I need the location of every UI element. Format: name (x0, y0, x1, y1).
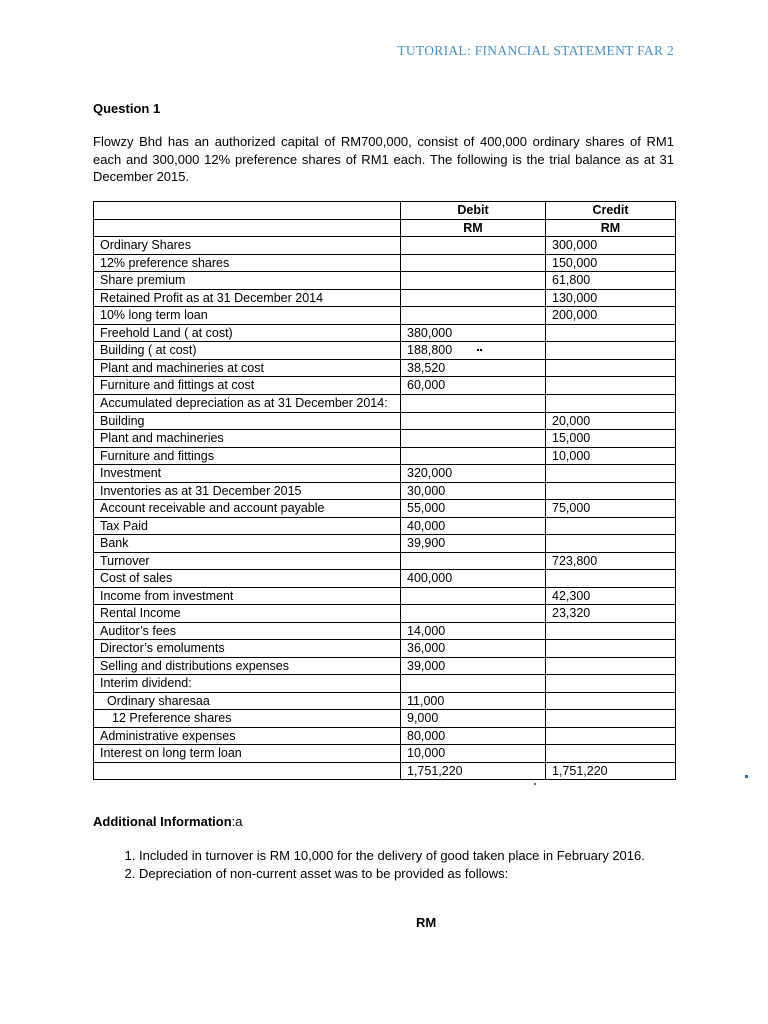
row-label: 12% preference shares (94, 254, 401, 272)
row-debit (401, 289, 546, 307)
table-row (94, 324, 676, 342)
row-debit: 39,000 (401, 657, 546, 675)
table-row (94, 640, 676, 658)
row-debit: 40,000 (401, 517, 546, 535)
question-title: Question 1 (93, 101, 161, 116)
table-row (94, 289, 676, 307)
row-debit: 188,800 (401, 342, 546, 360)
question-intro: Flowzy Bhd has an authorized capital of RM700,000, consist of 400,000 ordinary shares of RM1 each and 300,000 12% preference shares of RM1 each. The following is the trial balance as at 31 December 2015. (93, 134, 674, 184)
row-debit (401, 394, 546, 412)
row-debit: 60,000 (401, 377, 546, 395)
table-row (94, 394, 676, 412)
row-label: 10% long term loan (94, 307, 401, 325)
row-credit: 61,800 (546, 272, 676, 290)
additional-info-suffix: :a (231, 814, 243, 829)
row-debit: 38,520 (401, 359, 546, 377)
table-row (94, 587, 676, 605)
row-label: Director’s emoluments (94, 640, 401, 658)
row-credit: 15,000 (546, 430, 676, 448)
stray-mark (534, 783, 536, 785)
row-label: Share premium (94, 272, 401, 290)
table-row (94, 657, 676, 675)
row-label: Building (94, 412, 401, 430)
row-credit (546, 517, 676, 535)
row-debit: 11,000 (401, 692, 546, 710)
table-row (94, 342, 676, 360)
row-label: Auditor’s fees (94, 622, 401, 640)
row-credit: 23,320 (546, 605, 676, 623)
row-label: Plant and machineries (94, 430, 401, 448)
row-label: Furniture and fittings at cost (94, 377, 401, 395)
row-debit (401, 675, 546, 693)
table-row (94, 359, 676, 377)
row-debit (401, 307, 546, 325)
table-row (94, 465, 676, 483)
row-label: Inventories as at 31 December 2015 (94, 482, 401, 500)
row-credit (546, 710, 676, 728)
note-item: 1. Included in turnover is RM 10,000 for the delivery of good taken place in February 2016. (139, 847, 674, 865)
row-debit (401, 430, 546, 448)
stray-mark (477, 349, 479, 351)
table-row (94, 377, 676, 395)
row-credit: 130,000 (546, 289, 676, 307)
table-row (94, 692, 676, 710)
row-label: Furniture and fittings (94, 447, 401, 465)
additional-info-heading (93, 814, 243, 829)
row-credit (546, 675, 676, 693)
header-credit-unit: RM (546, 219, 676, 237)
trial-balance-table (93, 201, 676, 780)
note-item: 2. Depreciation of non-current asset was to be provided as follows: (139, 865, 674, 883)
table-row (94, 447, 676, 465)
row-debit: 10,000 (401, 745, 546, 763)
additional-notes-list (93, 847, 674, 882)
row-credit (546, 482, 676, 500)
row-credit: 75,000 (546, 500, 676, 518)
table-row (94, 430, 676, 448)
row-credit (546, 394, 676, 412)
table-header-row (94, 202, 676, 220)
row-credit (546, 657, 676, 675)
table-row (94, 412, 676, 430)
unit-label-cell (94, 219, 401, 237)
table-row (94, 710, 676, 728)
row-credit (546, 570, 676, 588)
row-debit: 55,000 (401, 500, 546, 518)
row-credit: 723,800 (546, 552, 676, 570)
table-total-row (94, 762, 676, 780)
row-credit (546, 465, 676, 483)
table-row (94, 675, 676, 693)
depreciation-unit-label: RM (416, 915, 437, 930)
row-debit (401, 447, 546, 465)
row-debit: 1,751,220 (401, 762, 546, 780)
table-row (94, 622, 676, 640)
header-credit: Credit (546, 202, 676, 220)
row-credit: 150,000 (546, 254, 676, 272)
row-debit (401, 552, 546, 570)
row-debit (401, 587, 546, 605)
row-debit: 14,000 (401, 622, 546, 640)
row-credit: 1,751,220 (546, 762, 676, 780)
table-row (94, 517, 676, 535)
row-debit: 39,900 (401, 535, 546, 553)
row-label: Administrative expenses (94, 727, 401, 745)
row-label: Income from investment (94, 587, 401, 605)
row-label: Ordinary sharesaa (94, 692, 401, 710)
row-label: Building ( at cost) (94, 342, 401, 360)
table-row (94, 535, 676, 553)
table-row (94, 237, 676, 255)
row-credit (546, 727, 676, 745)
row-credit (546, 640, 676, 658)
row-credit (546, 745, 676, 763)
row-label: Turnover (94, 552, 401, 570)
row-debit: 400,000 (401, 570, 546, 588)
row-label: Bank (94, 535, 401, 553)
table-row (94, 254, 676, 272)
stray-mark (480, 349, 482, 351)
row-credit (546, 622, 676, 640)
row-label: Selling and distributions expenses (94, 657, 401, 675)
row-credit: 200,000 (546, 307, 676, 325)
header-label-cell (94, 202, 401, 220)
row-label: Plant and machineries at cost (94, 359, 401, 377)
row-label: Retained Profit as at 31 December 2014 (94, 289, 401, 307)
row-label: Interest on long term loan (94, 745, 401, 763)
row-label: Tax Paid (94, 517, 401, 535)
table-row (94, 272, 676, 290)
row-debit: 80,000 (401, 727, 546, 745)
table-row (94, 570, 676, 588)
table-row (94, 552, 676, 570)
row-label: Accumulated depreciation as at 31 December 2014: (94, 394, 401, 412)
table-row (94, 500, 676, 518)
row-label: Freehold Land ( at cost) (94, 324, 401, 342)
row-debit: 36,000 (401, 640, 546, 658)
row-credit: 300,000 (546, 237, 676, 255)
row-debit: 380,000 (401, 324, 546, 342)
row-credit (546, 692, 676, 710)
row-label: 12 Preference shares (94, 710, 401, 728)
additional-info-title: Additional Information (93, 814, 232, 829)
table-unit-row (94, 219, 676, 237)
row-credit (546, 377, 676, 395)
row-label: Ordinary Shares (94, 237, 401, 255)
row-debit (401, 254, 546, 272)
table-row (94, 307, 676, 325)
row-label: Cost of sales (94, 570, 401, 588)
row-label: Interim dividend: (94, 675, 401, 693)
row-credit: 20,000 (546, 412, 676, 430)
row-credit (546, 324, 676, 342)
stray-mark (745, 775, 748, 778)
table-row (94, 605, 676, 623)
table-row (94, 745, 676, 763)
row-credit (546, 359, 676, 377)
row-label: Rental Income (94, 605, 401, 623)
row-debit: 320,000 (401, 465, 546, 483)
document-header: TUTORIAL: FINANCIAL STATEMENT FAR 2 (397, 43, 674, 58)
row-credit: 42,300 (546, 587, 676, 605)
table-row (94, 482, 676, 500)
row-debit: 9,000 (401, 710, 546, 728)
row-debit (401, 272, 546, 290)
row-credit (546, 342, 676, 360)
row-debit (401, 237, 546, 255)
row-label (94, 762, 401, 780)
row-credit (546, 535, 676, 553)
row-debit (401, 605, 546, 623)
row-debit: 30,000 (401, 482, 546, 500)
header-debit-unit: RM (401, 219, 546, 237)
row-credit: 10,000 (546, 447, 676, 465)
header-debit: Debit (401, 202, 546, 220)
table-row (94, 727, 676, 745)
row-debit (401, 412, 546, 430)
row-label: Investment (94, 465, 401, 483)
row-label: Account receivable and account payable (94, 500, 401, 518)
